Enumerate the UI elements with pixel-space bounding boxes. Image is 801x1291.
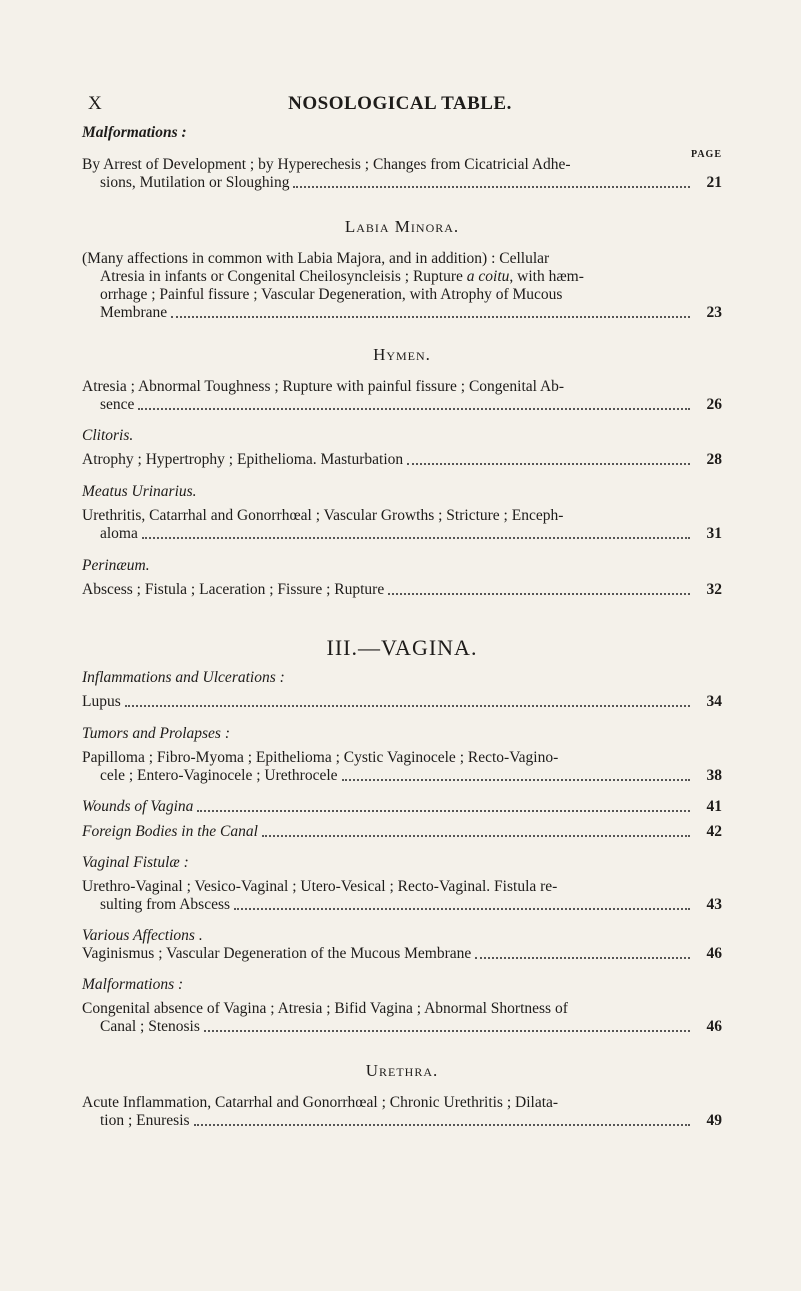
entry-row — [82, 823, 722, 841]
entry-text: Atresia ; Abnormal Toughness ; Rupture with painful fissure ; Congenital Ab- — [82, 378, 565, 395]
entry-text: Abscess ; Fistula ; Laceration ; Fissure ; Rupture — [82, 581, 385, 598]
entry-text: Vaginismus ; Vascular Degeneration of the Mucous Membrane — [82, 945, 472, 962]
entry-text: Acute Inflammation, Catarrhal and Gonorrhœal ; Chronic Urethritis ; Dilata- — [82, 1094, 559, 1111]
dot-leader — [342, 779, 690, 781]
page-reference: 49 — [706, 1112, 722, 1129]
entry-row — [82, 798, 722, 816]
entry-text: sence — [100, 396, 135, 413]
entry-text: Atrophy ; Hypertrophy ; Epithelioma. Masturbation — [82, 451, 404, 468]
entry-row — [82, 304, 722, 322]
subsection-heading: Meatus Urinarius. — [82, 483, 197, 500]
dot-leader — [475, 957, 690, 959]
dot-leader — [293, 186, 690, 188]
section-heading: Labia Minora. — [344, 217, 460, 236]
dot-leader — [194, 1124, 690, 1126]
entry-text: Urethritis, Catarrhal and Gonorrhœal ; Vascular Growths ; Stricture ; Enceph- — [82, 507, 564, 524]
urethra-section — [82, 1062, 722, 1130]
entry-text: Urethro-Vaginal ; Vesico-Vaginal ; Utero-Vesical ; Recto-Vaginal. Fistula re- — [82, 878, 558, 895]
subsection-heading: Perinæum. — [82, 557, 150, 574]
entry-row — [82, 525, 722, 543]
dot-leader — [204, 1030, 690, 1032]
page-reference: 28 — [706, 451, 722, 468]
entry-text: aloma — [100, 525, 138, 542]
page-reference: 46 — [706, 1018, 722, 1035]
entry-text: sulting from Abscess — [100, 896, 231, 913]
entry-text — [82, 268, 722, 286]
dot-leader — [407, 463, 690, 465]
dot-leader — [125, 705, 690, 707]
hymen-section — [82, 346, 722, 414]
entry-row — [82, 1018, 722, 1036]
entry-row — [82, 945, 722, 963]
page-reference: 41 — [706, 798, 722, 815]
subsection-heading: Tumors and Prolapses : — [82, 725, 230, 742]
page-header — [60, 93, 740, 119]
entry-text: orrhage ; Painful fissure ; Vascular Degeneration, with Atrophy of Mucous — [100, 286, 563, 303]
entry-text: sions, Mutilation or Sloughing — [100, 174, 290, 191]
entry-text: cele ; Entero-Vaginocele ; Urethrocele — [100, 767, 338, 784]
nosological-table — [82, 124, 722, 1130]
perinaeum-section — [82, 557, 722, 599]
page-reference: 21 — [706, 174, 722, 191]
entry-row — [82, 396, 722, 414]
entry-row — [82, 174, 722, 192]
entry-row — [82, 693, 722, 711]
malformations-section — [82, 124, 722, 192]
page-reference: 23 — [706, 304, 722, 321]
page-number-roman: X — [88, 93, 102, 114]
entry-text: Foreign Bodies in the Canal — [82, 823, 258, 840]
entry-text: Canal ; Stenosis — [100, 1018, 200, 1035]
page-reference: 34 — [706, 693, 722, 710]
entry-row — [82, 1112, 722, 1130]
page-column-label: PAGE — [690, 149, 722, 160]
section-heading: Urethra. — [365, 1061, 439, 1080]
subsection-heading: Malformations : — [82, 124, 187, 141]
entry-text: Lupus — [82, 693, 121, 710]
entry-text: Membrane — [100, 304, 168, 321]
dot-leader — [388, 593, 690, 595]
entry-row — [82, 451, 722, 469]
running-title: NOSOLOGICAL TABLE. — [288, 93, 512, 114]
entry-text-part: , with hæm- — [509, 268, 584, 285]
entry-text: Papilloma ; Fibro-Myoma ; Epithelioma ; Cystic Vaginocele ; Recto-Vagino- — [82, 749, 559, 766]
page-reference: 46 — [706, 945, 722, 962]
entry-row — [82, 767, 722, 785]
page-reference: 32 — [706, 581, 722, 598]
section-heading: Hymen. — [373, 345, 431, 364]
section-heading: III.—VAGINA. — [326, 635, 478, 660]
page-reference: 26 — [706, 396, 722, 413]
page-reference: 31 — [706, 525, 722, 542]
entry-row — [82, 581, 722, 599]
entry-row — [82, 896, 722, 914]
entry-text: Wounds of Vagina — [82, 798, 194, 815]
dot-leader — [171, 316, 690, 318]
dot-leader — [138, 408, 690, 410]
subsection-heading: Various Affections . — [82, 927, 203, 944]
subsection-heading: Clitoris. — [82, 427, 134, 444]
entry-text: By Arrest of Development ; by Hyperechesis ; Changes from Cicatricial Adhe- — [82, 156, 571, 173]
dot-leader — [142, 537, 690, 539]
page-reference: 42 — [706, 823, 722, 840]
page-reference: 38 — [706, 767, 722, 784]
labia-minora-section — [82, 218, 722, 322]
subsection-heading: Inflammations and Ulcerations : — [82, 669, 285, 686]
entry-text-italic: a coitu — [466, 268, 510, 285]
dot-leader — [262, 835, 690, 837]
entry-text: Congenital absence of Vagina ; Atresia ; Bifid Vagina ; Abnormal Shortness of — [82, 1000, 568, 1017]
dot-leader — [234, 908, 690, 910]
subsection-heading: Vaginal Fistulæ : — [82, 854, 189, 871]
dot-leader — [197, 810, 690, 812]
clitoris-section — [82, 427, 722, 469]
meatus-section — [82, 483, 722, 543]
vagina-section — [82, 635, 722, 1036]
page-reference: 43 — [706, 896, 722, 913]
entry-text: (Many affections in common with Labia Majora, and in addition) : Cellular — [82, 250, 550, 267]
subsection-heading: Malformations : — [82, 976, 184, 993]
entry-text-part: Atresia in infants or Congenital Cheilosyncleisis ; Rupture — [100, 268, 467, 285]
entry-text: tion ; Enuresis — [100, 1112, 190, 1129]
